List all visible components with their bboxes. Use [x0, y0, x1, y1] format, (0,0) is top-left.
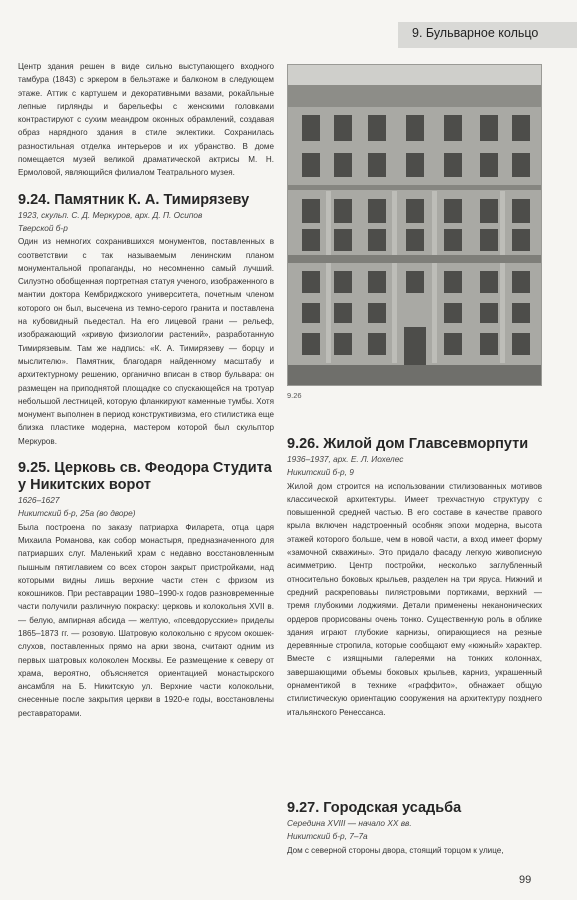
- article-text: Дом с северной стороны двора, стоящий торцом к улице,: [287, 845, 504, 855]
- article-title: 9.26. Жилой дом Главсевморпути: [287, 436, 529, 452]
- article-9-25: [18, 460, 274, 720]
- article-title: 9.24. Памятник К. А. Тимирязеву: [18, 191, 250, 208]
- article-address: Никитский б-р, 25а (во дворе): [18, 508, 136, 519]
- article-text: Была построена по заказу патриарха Филарета, отца царя Михаила Романова, как собор монастыря, предназначенного для патриарших слуг. Маленький храм с недавно восстановленным пышным пятиглавием со всех сторон закрыт пристройками, над которыми видны лишь верхние части стен с фризом из кокошников. При реставрации 1980–1990-х годов разновременные части получили различную покраску: церковь и колокольня XVII в. — белую, ампирная абсида — желтую, «псевдорусские» приделы 1865–1873 гг. — розовую. Шатровую колокольню с ярусом окошек-слухов, поставленных прямо на арки звона, считают одним из первых шатровых колоколен Москвы. Ее размещение к северу от храма, вероятно, объясняется ориентацией монастырского ансамбля на Б. Никитскую ул. Верхние части колокольни, снесенные после закрытия церкви в 1920-е годы, восстановлены реставраторами.: [18, 522, 274, 718]
- article-address: Никитский б-р, 7–7а: [287, 831, 368, 842]
- article-title: 9.27. Городская усадьба: [287, 800, 462, 816]
- article-dates: Середина XVIII — начало XX вв.: [287, 818, 412, 828]
- article-dates: 1626–1627: [18, 495, 60, 506]
- article-address: Никитский б-р, 9: [287, 467, 354, 478]
- article-dates: 1923, скульп. С. Д. Меркуров, арх. Д. П. Осипов: [18, 209, 203, 220]
- left-column: [18, 60, 274, 720]
- figure-caption: 9.26: [287, 391, 302, 400]
- page-number: 99: [519, 874, 532, 886]
- article-9-24: [18, 192, 274, 448]
- article-text: Жилой дом строится на использовании стилизованных мотивов классической архитектуры. Имеет трехчастную структуру с повышенной средней частью. В его составе в качестве правого крыла включен надстроенный особняк эпохи модерна, высота этажей которого больше, чем в новой части, а вход имеет форму «замочной скважины». Это придало фасаду легкую живописную асимметрию. Центр постройки, несколько заглубленный относительно боковых крыльев, разделен на три яруса. Нижний и средний раскреповаьы пилястровыми портиками, верхний — тремя глубокими лоджиями. Детали применены неканонических ордеров прорисованы очень тонко. Существенную роль в облике здания играют глубокие карнизы, опирающиеся на резные деревянные стропила, которые сообщают ему «южный» характер. Вместе с изящными галереями на тонких колоннах, завершающими объемы боковых крыльев, карниз, украшенный орнаментикой в технике «граффито», обнажает общую стилистическую ориентацию сооружения на архитектуру позднего итальянского Ренессанса.: [287, 481, 542, 717]
- article-address: Тверской б-р: [18, 222, 68, 233]
- article-title: 9.25. Церковь св. Феодора Студита у Никитских ворот: [18, 460, 272, 494]
- article-9-26: [287, 436, 542, 719]
- building-photo: [287, 64, 542, 386]
- facade-illustration: [288, 65, 541, 385]
- section-header: 9. Бульварное кольцо: [412, 26, 539, 40]
- article-text: Один из немногих сохранившихся монументов, поставленных в соответствии с так называемым ленинским планом монументальной пропаганды, но несомненно самый лучший. Силуэтно обобщенная портретная статуя ученого, изображенного в мантии доктора Кембриджского университета, почетным членом которого он был, высечена из темно-серого гранита и поставлена на кубовидный пьедестал. На его лицевой грани — рельеф, изображающий «кривую физиологии растений», разработанную Тимирязевым. Там же надпись: «К. А. Тимирязеву — борцу и мыслителю». Памятник, благодаря найденному масштабу и архитектурному решению, органично вписан в створ бульвара: он размещен на приподнятой площадке со спускающейся на тротуар небольшой лестницей, которую фланкируют каменные тумбы. Хотя монумент выполнен в период конструктивизма, его стилистика еще близка пластике модерна, мастером которой был скульптор Меркуров.: [18, 237, 274, 446]
- article-9-27: [287, 800, 542, 857]
- intro-paragraph: Центр здания решен в виде сильно выступающего входного тамбура (1843) с эркером в бельэтаже и балконом в следующем этаже. Аттик с картушем и декоративными вазами, рокайльные лепные гирлянды и барельефы с женскими головками контрастируют с сухим меандром оконных обрамлений, создавая образ нарядного здания в стиле эклектики. Сохранилась разностильная отделка интерьеров и их убранство. В доме помещается музей великой драматической актрисы М. Н. Ермоловой, являющийся филиалом Театрального музея.: [18, 62, 274, 178]
- article-dates: 1936–1937, арх. Е. Л. Иохелес: [287, 454, 404, 464]
